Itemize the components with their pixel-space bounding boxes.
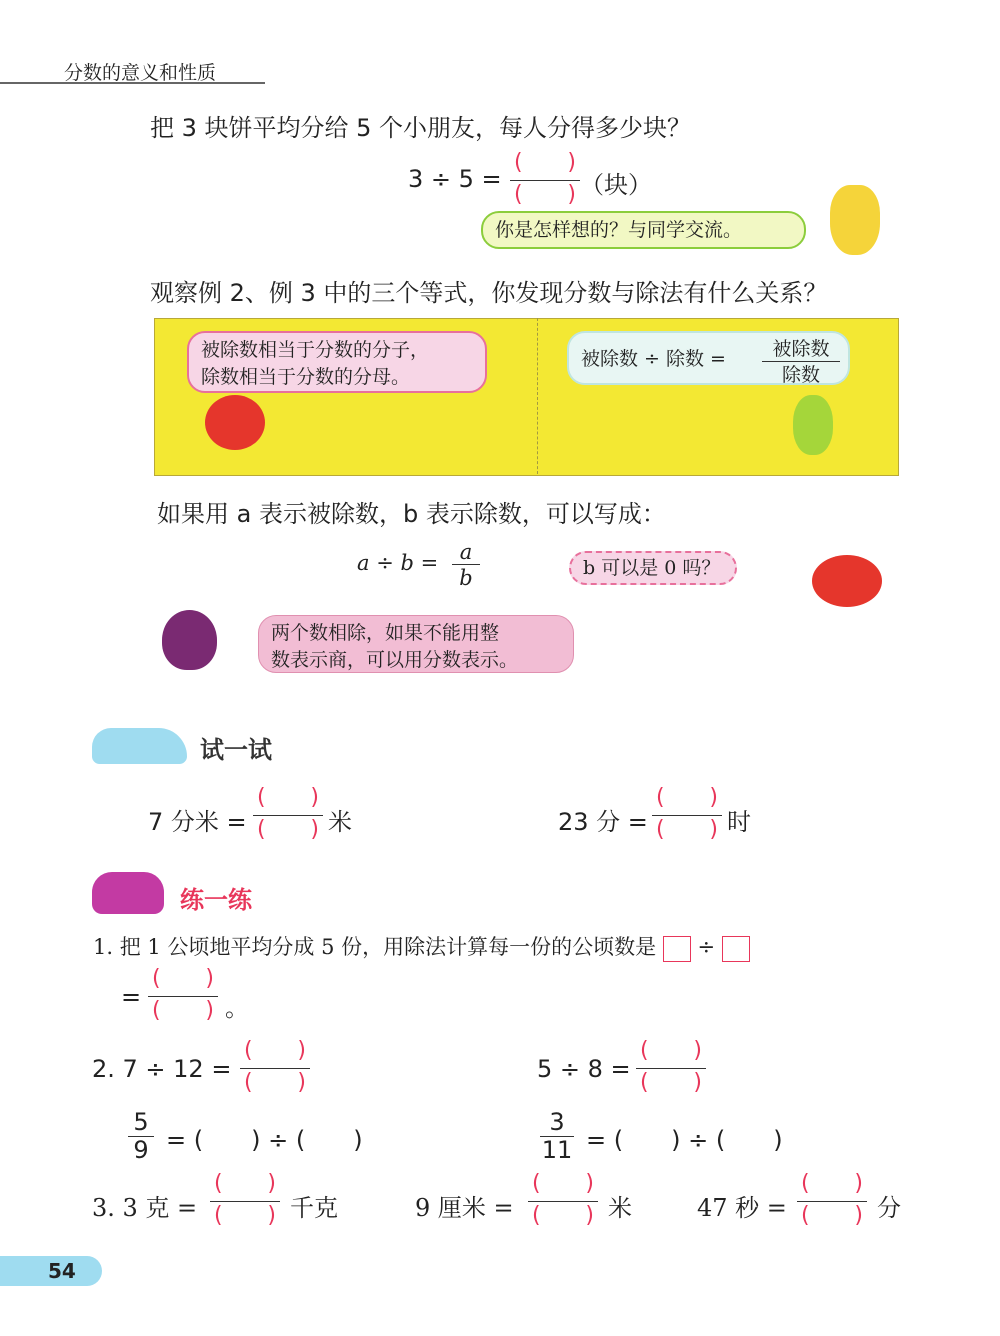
general-eq-num: a <box>452 540 480 565</box>
q2-a: 2. 7 ÷ 12 = <box>92 1055 232 1083</box>
try-item1-fraction[interactable]: ( ) ( ) <box>253 787 323 843</box>
example-question: 把 3 块饼平均分给 5 个小朋友，每人分得多少块？ <box>150 114 692 142</box>
q2-b-fraction[interactable]: ( ) ( ) <box>636 1040 706 1096</box>
q2-c-num: 5 <box>128 1108 154 1137</box>
q3-a-unit: 千克 <box>290 1194 338 1222</box>
observe-question: 观察例 2、例 3 中的三个等式，你发现分数与除法有什么关系？ <box>150 279 828 307</box>
speech-bubble-note: 两个数相除，如果不能用整 数表示商，可以用分数表示。 <box>258 615 574 673</box>
car-icon <box>92 728 187 764</box>
q1-equals: = <box>121 983 142 1011</box>
tomato-character-icon <box>812 555 882 607</box>
q2-d-rhs[interactable]: = ( ) ÷ ( ) <box>586 1126 783 1154</box>
eggplant-character-icon <box>162 610 217 670</box>
practice-q1: 1. 把 1 公顷地平均分成 5 份，用除法计算每一份的公顷数是 ÷ <box>93 931 750 962</box>
thought-bubble-zero: b 可以是 0 吗？ <box>569 551 737 585</box>
formula-numerator: 被除数 <box>762 334 840 362</box>
general-eq-left: a ÷ b = <box>357 551 439 575</box>
chapter-header <box>0 56 265 84</box>
q2-c-den: 9 <box>133 1136 149 1164</box>
try-section-title: 试一试 <box>200 736 272 764</box>
general-eq-den: b <box>459 566 473 590</box>
q2-d-den: 11 <box>541 1136 573 1164</box>
q1-fraction[interactable]: ( ) ( ) <box>148 968 218 1024</box>
try-item2-fraction[interactable]: ( ) ( ) <box>652 787 722 843</box>
speech-bubble-think: 你是怎样想的？与同学交流。 <box>481 211 806 249</box>
q2-a-fraction[interactable]: ( ) ( ) <box>240 1040 310 1096</box>
try-item1-unit: 米 <box>328 808 352 836</box>
q3-c: 47 秒 = <box>697 1194 787 1222</box>
corn-character-icon <box>830 185 880 255</box>
practice-section-title: 练一练 <box>180 886 252 914</box>
page-number: 54 <box>48 1259 76 1283</box>
q2-c-rhs[interactable]: = ( ) ÷ ( ) <box>166 1126 363 1154</box>
radish-character-icon <box>205 395 265 450</box>
q3-a-fraction[interactable]: ( ) ( ) <box>210 1173 280 1229</box>
q1-end: 。 <box>225 994 249 1022</box>
pepper-character-icon <box>793 395 833 455</box>
q3-b-fraction[interactable]: ( ) ( ) <box>528 1173 598 1229</box>
q3-a: 3. 3 克 = <box>92 1194 198 1222</box>
unit-label: （块） <box>580 171 652 199</box>
equation-left: 3 ÷ 5 = <box>408 165 502 193</box>
q3-b: 9 厘米 = <box>415 1194 514 1222</box>
general-intro: 如果用 a 表示被除数，b 表示除数，可以写成： <box>157 500 666 528</box>
motorbike-icon <box>92 872 164 914</box>
q2-d-num: 3 <box>540 1108 574 1137</box>
answer-fraction[interactable]: ( ) ( ) <box>510 152 580 208</box>
q1-divisor-box[interactable] <box>722 936 750 962</box>
speech-bubble-formula: 被除数 ÷ 除数 = <box>567 331 850 385</box>
q3-b-unit: 米 <box>608 1194 632 1222</box>
panel-divider <box>537 318 538 474</box>
q3-c-fraction[interactable]: ( ) ( ) <box>797 1173 867 1229</box>
q3-c-unit: 分 <box>877 1194 901 1222</box>
q2-b: 5 ÷ 8 = <box>537 1055 631 1083</box>
chapter-title: 分数的意义和性质 <box>64 62 217 84</box>
try-item2-left: 23 分 = <box>558 808 648 836</box>
q1-dividend-box[interactable] <box>663 936 691 962</box>
try-item2-unit: 时 <box>727 808 751 836</box>
formula-denominator: 除数 <box>781 364 820 386</box>
page-number-tab <box>0 1256 102 1286</box>
speech-bubble-numerator: 被除数相当于分数的分子， 除数相当于分数的分母。 <box>187 331 487 393</box>
try-item1-left: 7 分米 = <box>148 808 247 836</box>
